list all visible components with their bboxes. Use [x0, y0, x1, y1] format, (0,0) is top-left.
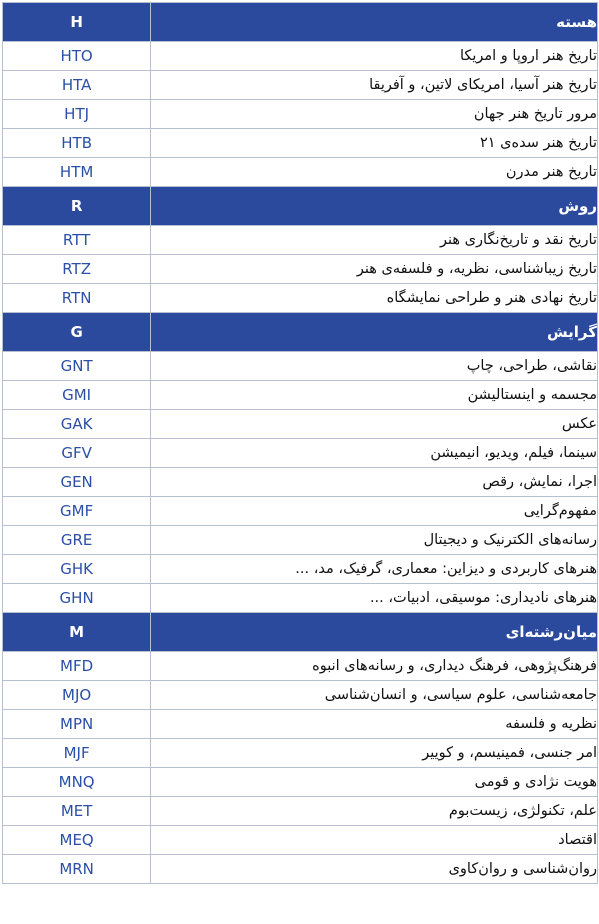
table-row: [3, 681, 598, 710]
item-code: MRN: [3, 855, 151, 884]
table-row: [3, 381, 598, 410]
table-row: [3, 255, 598, 284]
item-title: تاریخ هنر سده‌ی ۲۱: [151, 129, 598, 158]
table-row: [3, 410, 598, 439]
item-title: رسانه‌های الکترنیک و دیجیتال: [151, 526, 598, 555]
table-row: [3, 468, 598, 497]
item-code: HTM: [3, 158, 151, 187]
item-code: GMI: [3, 381, 151, 410]
table-row: [3, 768, 598, 797]
item-title: مرور تاریخ هنر جهان: [151, 100, 598, 129]
item-code: GHK: [3, 555, 151, 584]
table-row: [3, 284, 598, 313]
item-title: مجسمه و اینستالیشن: [151, 381, 598, 410]
item-title: جامعه‌شناسی، علوم سیاسی، و انسان‌شناسی: [151, 681, 598, 710]
item-title: مفهوم‌گرایی: [151, 497, 598, 526]
item-code: HTJ: [3, 100, 151, 129]
item-code: GNT: [3, 352, 151, 381]
item-title: علم، تکنولژی، زیست‌بوم: [151, 797, 598, 826]
item-title: سینما، فیلم، ویدیو، انیمیشن: [151, 439, 598, 468]
table-body: [3, 3, 598, 884]
item-title: هویت نژادی و قومی: [151, 768, 598, 797]
item-title: عکس: [151, 410, 598, 439]
item-code: RTZ: [3, 255, 151, 284]
category-code-table: [2, 2, 598, 884]
section-code: R: [3, 187, 151, 226]
item-code: HTO: [3, 42, 151, 71]
table-row: [3, 710, 598, 739]
item-code: RTN: [3, 284, 151, 313]
item-title: نقاشی، طراحی، چاپ: [151, 352, 598, 381]
table-row: [3, 42, 598, 71]
section-header: [3, 613, 598, 652]
table-row: [3, 739, 598, 768]
section-title: روش: [151, 187, 598, 226]
table-row: [3, 352, 598, 381]
table-row: [3, 439, 598, 468]
section-title: هسته: [151, 3, 598, 42]
item-title: تاریخ هنر مدرن: [151, 158, 598, 187]
section-header: [3, 313, 598, 352]
item-title: تاریخ زیباشناسی، نظریه، و فلسفه‌ی هنر: [151, 255, 598, 284]
table-row: [3, 497, 598, 526]
item-title: تاریخ هنر اروپا و امریکا: [151, 42, 598, 71]
item-code: MET: [3, 797, 151, 826]
table-row: [3, 226, 598, 255]
table-row: [3, 158, 598, 187]
item-title: اقتصاد: [151, 826, 598, 855]
table-row: [3, 555, 598, 584]
item-code: GAK: [3, 410, 151, 439]
item-code: MPN: [3, 710, 151, 739]
section-header: [3, 187, 598, 226]
item-code: GEN: [3, 468, 151, 497]
section-header: [3, 3, 598, 42]
item-title: فرهنگ‌پژوهی، فرهنگ دیداری، و رسانه‌های انبوه: [151, 652, 598, 681]
item-title: تاریخ نهادی هنر و طراحی نمایشگاه: [151, 284, 598, 313]
table-row: [3, 826, 598, 855]
item-title: امر جنسی، فمینیسم، و کوییر: [151, 739, 598, 768]
table-row: [3, 797, 598, 826]
item-code: GFV: [3, 439, 151, 468]
item-code: MJO: [3, 681, 151, 710]
item-title: نظریه و فلسفه: [151, 710, 598, 739]
section-code: G: [3, 313, 151, 352]
table-row: [3, 855, 598, 884]
section-code: M: [3, 613, 151, 652]
item-code: GRE: [3, 526, 151, 555]
item-code: HTA: [3, 71, 151, 100]
item-title: اجرا، نمایش، رقص: [151, 468, 598, 497]
item-title: روان‌شناسی و روان‌کاوی: [151, 855, 598, 884]
table-row: [3, 100, 598, 129]
section-title: گرایش: [151, 313, 598, 352]
table-row: [3, 584, 598, 613]
item-code: RTT: [3, 226, 151, 255]
table-row: [3, 652, 598, 681]
item-title: هنرهای نادیداری: موسیقی، ادبیات، ...: [151, 584, 598, 613]
item-code: MFD: [3, 652, 151, 681]
table-row: [3, 526, 598, 555]
item-code: GHN: [3, 584, 151, 613]
item-title: تاریخ هنر آسیا، امریکای لاتین، و آفریقا: [151, 71, 598, 100]
item-code: GMF: [3, 497, 151, 526]
item-title: تاریخ نقد و تاریخ‌نگاری هنر: [151, 226, 598, 255]
table-row: [3, 129, 598, 158]
item-code: MJF: [3, 739, 151, 768]
item-title: هنرهای کاربردی و دیزاین: معماری، گرفیک، مد، ...: [151, 555, 598, 584]
item-code: HTB: [3, 129, 151, 158]
table-row: [3, 71, 598, 100]
section-code: H: [3, 3, 151, 42]
section-title: میان‌رشته‌ای: [151, 613, 598, 652]
item-code: MNQ: [3, 768, 151, 797]
item-code: MEQ: [3, 826, 151, 855]
